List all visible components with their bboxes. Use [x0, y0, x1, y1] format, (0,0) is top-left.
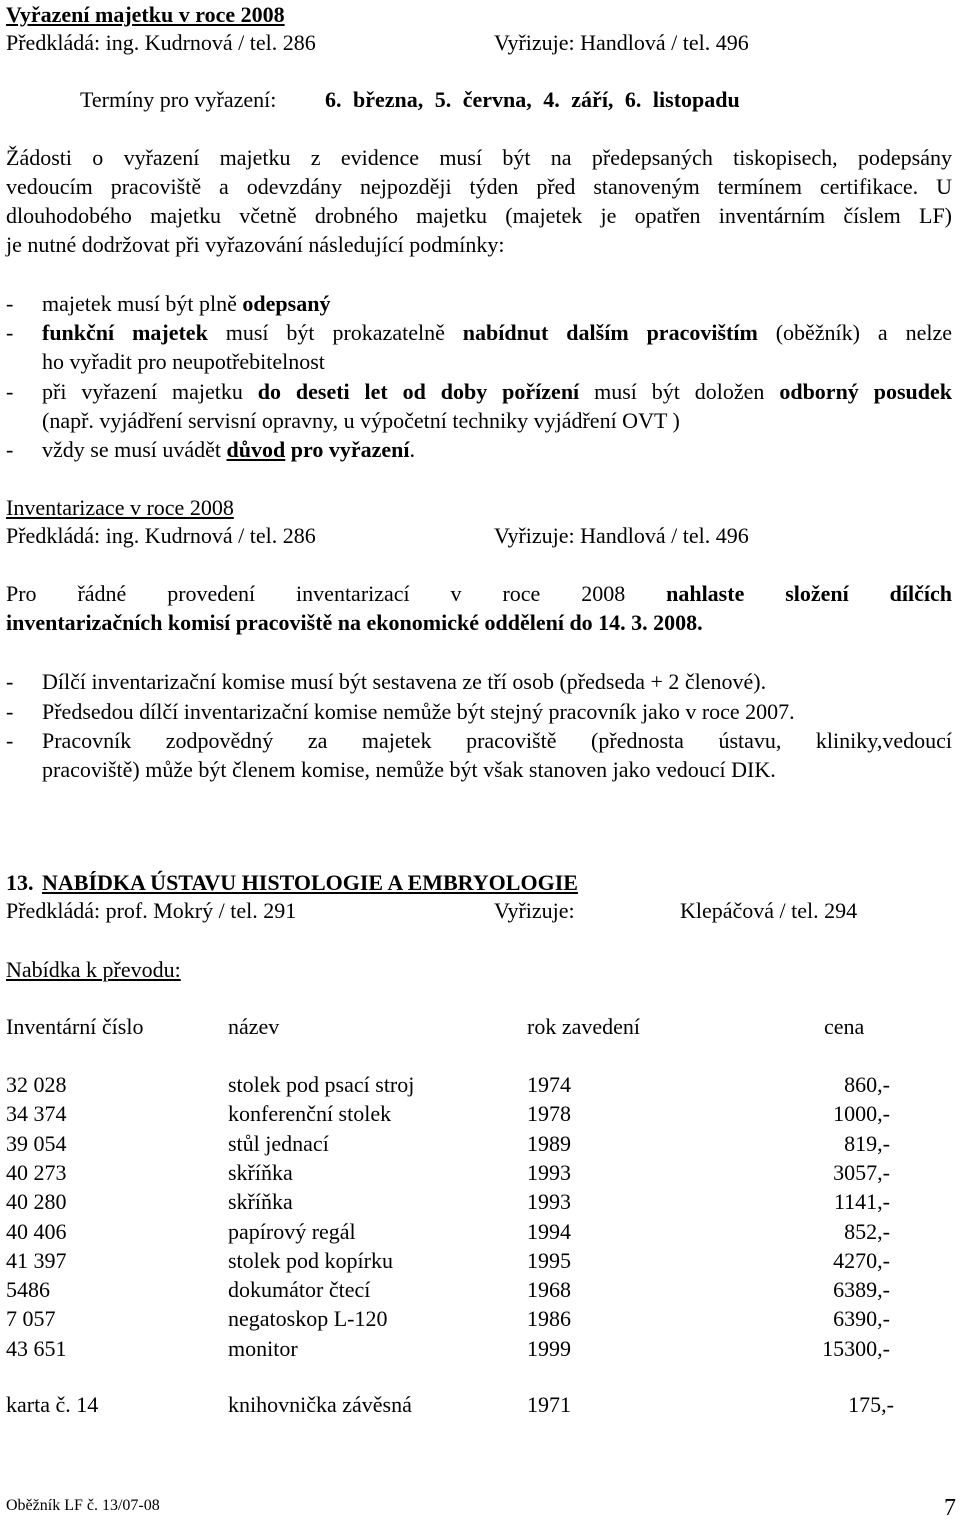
- table-cell-year: 1993: [527, 1189, 571, 1215]
- table-cell-id: karta č. 14: [6, 1392, 99, 1417]
- table-cell-year: 1971: [527, 1392, 571, 1417]
- handler-label: Vyřizuje:: [494, 898, 575, 923]
- column-header: název: [228, 1014, 280, 1039]
- table-cell-name: skříňka: [228, 1189, 293, 1215]
- table-cell-id: 39 054: [6, 1130, 67, 1156]
- table-cell-id: 40 273: [6, 1159, 67, 1185]
- table-cell-year: 1993: [527, 1159, 571, 1185]
- table-cell-name: dokumátor čtecí: [228, 1277, 371, 1303]
- table-cell-name: konferenční stolek: [228, 1101, 392, 1127]
- table-cell-name: skříňka: [228, 1159, 293, 1185]
- table-cell-price: 819,-: [844, 1130, 890, 1156]
- column-header: Inventární číslo: [6, 1014, 144, 1039]
- table-cell-id: 40 406: [6, 1218, 67, 1244]
- table-cell-id: 40 280: [6, 1189, 67, 1215]
- condition-item: při vyřazení majetku do deseti let od doby pořízení musí být doložen odborný posudek (např. vyjádření servisní opravny, u výpočetní techniky vyjádření OVT ): [42, 379, 952, 433]
- table-cell-id: 7 057: [6, 1306, 56, 1332]
- table-cell-name: monitor: [228, 1335, 298, 1361]
- table-cell-year: 1968: [527, 1277, 571, 1303]
- table-cell-id: 5486: [6, 1277, 50, 1303]
- table-cell-name: stůl jednací: [228, 1130, 329, 1156]
- disposal-paragraph: [6, 143, 952, 259]
- page-number: 7: [944, 1495, 956, 1521]
- section-title-disposal: Vyřazení majetku v roce 2008: [6, 2, 285, 27]
- table-cell-id: 32 028: [6, 1072, 67, 1097]
- table-cell-name: knihovnička závěsná: [228, 1392, 412, 1417]
- table-cell-year: 1994: [527, 1218, 571, 1244]
- bullet-dash: -: [6, 437, 14, 462]
- paragraph-line: je nutné dodržovat při vyřazování následující podmínky:: [6, 232, 505, 257]
- handler-line: Vyřizuje: Handlová / tel. 496: [494, 30, 749, 55]
- table-cell-id: 43 651: [6, 1335, 67, 1361]
- inventory-item: Dílčí inventarizační komise musí být sestavena ze tří osob (předseda + 2 členové).: [42, 669, 767, 694]
- column-header: rok zavedení: [527, 1014, 640, 1039]
- table-cell-price: 175,-: [848, 1392, 894, 1417]
- table-cell-price: 4270,-: [833, 1247, 890, 1273]
- table-cell-id: 41 397: [6, 1247, 67, 1273]
- bullet-dash: -: [6, 669, 14, 694]
- table-cell-id: 34 374: [6, 1101, 67, 1127]
- bullet-dash: -: [6, 699, 14, 724]
- table-cell-name: papírový regál: [228, 1218, 356, 1244]
- presenter-line: Předkládá: ing. Kudrnová / tel. 286: [6, 30, 316, 55]
- presenter-line: Předkládá: ing. Kudrnová / tel. 286: [6, 523, 316, 548]
- bullet-dash: -: [6, 379, 14, 404]
- section-number: 13.: [6, 870, 34, 895]
- table-cell-year: 1989: [527, 1130, 571, 1156]
- section-title-inventory: Inventarizace v roce 2008: [6, 495, 234, 520]
- footer-reference: Oběžník LF č. 13/07-08: [6, 1497, 160, 1514]
- table-cell-price: 6390,-: [833, 1306, 890, 1332]
- table-cell-name: stolek pod psací stroj: [228, 1072, 415, 1097]
- handler-line: Vyřizuje: Handlová / tel. 496: [494, 523, 749, 548]
- dates-label: Termíny pro vyřazení:: [80, 87, 277, 112]
- paragraph-line: dlouhodobého majetku včetně drobného majetku (majetek je opatřen inventárním číslem LF): [6, 203, 952, 228]
- column-header: cena: [824, 1014, 865, 1039]
- table-cell-name: stolek pod kopírku: [228, 1247, 393, 1273]
- table-cell-price: 852,-: [844, 1218, 890, 1244]
- condition-item: majetek musí být plně odepsaný: [42, 291, 331, 316]
- dates-values: 6. března, 5. června, 4. září, 6. listopadu: [325, 87, 740, 112]
- table-cell-price: 860,-: [844, 1072, 890, 1097]
- paragraph-line: Žádosti o vyřazení majetku z evidence musí být na předepsaných tiskopisech, podepsány: [6, 145, 952, 170]
- condition-item: vždy se musí uvádět důvod pro vyřazení.: [42, 437, 415, 462]
- bullet-dash: -: [6, 291, 14, 316]
- table-cell-year: 1974: [527, 1072, 571, 1097]
- condition-item: funkční majetek musí být prokazatelně nabídnut dalším pracovištím (oběžník) a nelze ho vyřadit pro neupotřebitelnost: [42, 320, 953, 374]
- inventory-paragraph: Pro řádné provedení inventarizací v roce 2008 nahlaste složení dílčích inventarizačních komisí pracoviště na ekonomické oddělení do 14. 3. 2008.: [6, 581, 953, 635]
- table-cell-price: 3057,-: [833, 1159, 890, 1185]
- table-cell-year: 1978: [527, 1101, 571, 1127]
- handler-name: Klepáčová / tel. 294: [680, 898, 858, 923]
- inventory-item: Předsedou dílčí inventarizační komise nemůže být stejný pracovník jako v roce 2007.: [42, 699, 795, 724]
- presenter-line: Předkládá: prof. Mokrý / tel. 291: [6, 898, 297, 923]
- inventory-item: Pracovník zodpovědný za majetek pracoviště (přednosta ústavu, kliniky,vedoucí pracoviště) může být členem komise, nemůže být však stanoven jako vedoucí DIK.: [42, 728, 952, 782]
- table-cell-price: 6389,-: [833, 1277, 890, 1303]
- bullet-dash: -: [6, 728, 14, 753]
- table-cell-name: negatoskop L-120: [228, 1306, 388, 1332]
- table-cell-year: 1995: [527, 1247, 571, 1273]
- offer-heading: Nabídka k převodu:: [6, 957, 181, 982]
- table-cell-year: 1999: [527, 1335, 571, 1361]
- bullet-dash: -: [6, 320, 14, 345]
- table-cell-price: 1141,-: [833, 1189, 890, 1215]
- table-cell-price: 15300,-: [822, 1335, 890, 1361]
- paragraph-line: vedoucím pracoviště a odevzdány nejpozději týden před stanoveným termínem certifikace. U: [6, 174, 952, 199]
- section-title-offer: NABÍDKA ÚSTAVU HISTOLOGIE A EMBRYOLOGIE: [42, 870, 578, 895]
- table-cell-year: 1986: [527, 1306, 571, 1332]
- table-cell-price: 1000,-: [833, 1101, 890, 1127]
